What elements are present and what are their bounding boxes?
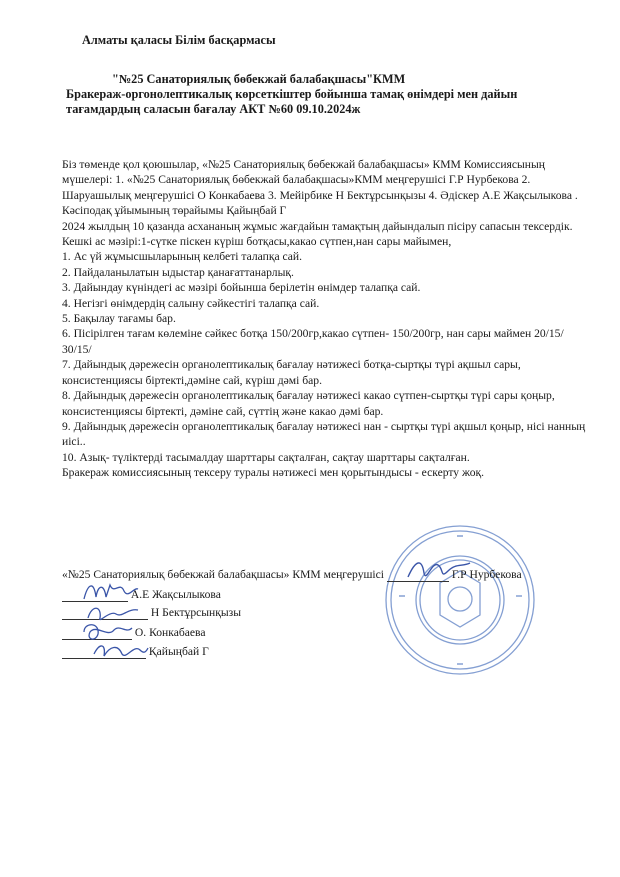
signature-name-4: Қайыңбай Г bbox=[148, 645, 209, 658]
act-body bbox=[62, 157, 592, 481]
head-signature-name: Г.Р Нурбекова bbox=[451, 568, 522, 581]
signature-name-3: О. Конкабаева bbox=[134, 626, 206, 639]
head-signature-label: «№25 Санаториялық бөбекжай балабақшасы» КММ меңгерушісі bbox=[62, 568, 385, 581]
paragraph-item-3: 3. Дайындау күніндегі ас мәзірі бойынша берілетін өнімдер талапқа сай. bbox=[62, 281, 421, 295]
paragraph-intro: Біз төменде қол қоюшылар, «№25 Санаториялық бөбекжай балабақшасы» КММ Комиссиясының мүшелері: 1. «№25 Санаториялық бөбекжай балабақшасы»КММ меңгерушісі Г.Р Нурбекова 2. Шаруашылық меңгерушісі О Конкабаева 3. Мейірбике Н Бектұрсынқызы 4. Әдіскер А.Е Жақсылыкова . Кәсіподақ ұйымының төрайымы Қайыңбай Г bbox=[62, 158, 578, 218]
paragraph-item-5: 5. Бақылау тағамы бар. bbox=[62, 312, 176, 326]
header-line-2: "№25 Санаториялық бөбекжай балабақшасы"КММ bbox=[112, 72, 406, 86]
header-line-3: Бракераж-оргонолептикалық көрсеткіштер бойынша тамақ өнімдері мен дайын bbox=[66, 87, 518, 101]
paragraph-item-8: 8. Дайындық дәрежесін органолептикалық бағалау нәтижесі какао сүтпен-сыртқы түрі сары қоңыр, консистенциясы біртекті, дәміне сай, сүттің және какао дәмі бар. bbox=[62, 389, 555, 418]
paragraph-item-2: 2. Пайдаланылатын ыдыстар қанағаттанарлық. bbox=[62, 265, 294, 279]
head-signature-scribble bbox=[404, 555, 476, 585]
paragraph-item-4: 4. Негізгі өнімдердің салыну сәйкестігі талапқа сай. bbox=[62, 296, 320, 310]
paragraph-item-1: 1. Ас үй жұмысшыларының келбеті талапқа сай. bbox=[62, 250, 303, 264]
signature-name-1: А.Е Жақсылыкова bbox=[130, 588, 221, 601]
paragraph-item-9: 9. Дайындық дәрежесін органолептикалық бағалау нәтижесі нан - сыртқы түрі ақшыл қоңыр, нісі нанның иісі.. bbox=[62, 419, 586, 449]
signature-name-2: Н Бектұрсынқызы bbox=[150, 606, 242, 619]
paragraph-item-10: 10. Азық- түліктерді тасымалдау шарттары сақталған, сақтау шарттары сақталған. bbox=[62, 450, 470, 464]
paragraph-date: 2024 жылдың 10 қазанда асхананың жұмыс жағдайын тамақтың дайындалып пісіру сапасын тексердік. bbox=[62, 219, 573, 233]
signature-scribble-4 bbox=[90, 638, 150, 664]
paragraph-menu: Кешкі ас мәзірі:1-сүтке піскен күріш ботқасы,какао сүтпен,нан сары майымен, bbox=[62, 235, 452, 249]
paragraph-item-7: 7. Дайындық дәрежесін органолептикалық бағалау нәтижесі ботқа-сыртқы түрі ақшыл сары, консистенциясы біртекті,дәміне сай, күріш дәмі бар. bbox=[62, 358, 521, 387]
paragraph-item-6: 6. Пісірілген тағам көлеміне сәйкес ботқа 150/200гр,какао сүтпен- 150/200гр, нан сары маймен 20/15/ 30/15/ bbox=[62, 327, 564, 356]
paragraph-conclusion: Бракераж комиссиясының тексеру туралы нәтижесі мен қорытындысы - ескерту жоқ. bbox=[62, 466, 485, 480]
header-line-1: Алматы қаласы Білім басқармасы bbox=[82, 33, 276, 47]
official-stamp bbox=[383, 523, 538, 678]
header-line-4: тағамдардың саласын бағалау АКТ №60 09.10.2024ж bbox=[66, 102, 361, 116]
